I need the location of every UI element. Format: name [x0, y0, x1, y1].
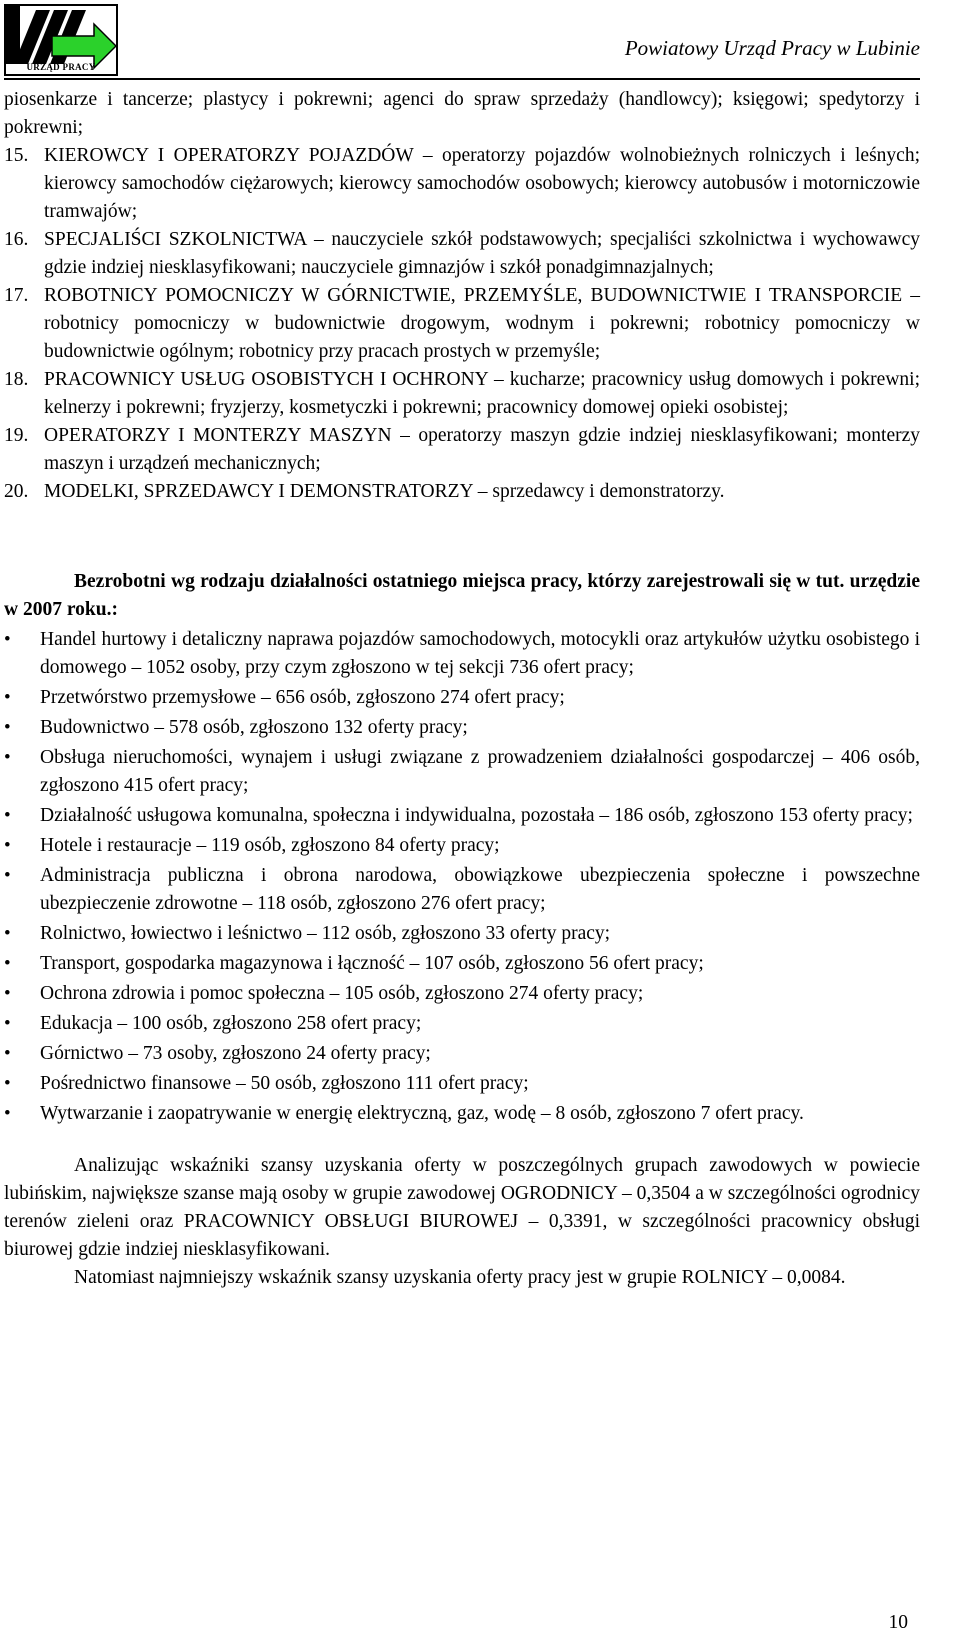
- page-header: [0, 0, 960, 82]
- analysis-paragraph: Analizując wskaźniki szansy uzyskania oferty w poszczególnych grupach zawodowych w powiecie lubińskim, największe szanse mają osoby w grupie zawodowej OGRODNICY – 0,3504 a w szczególności ogrodnicy terenów zieleni oraz PRACOWNICY OBSŁUGI BIUROWEJ – 0,3391, w szczególności pracownicy obsługi biurowej gdzie indziej niesklasyfikowani.: [4, 1155, 920, 1260]
- section-heading: Bezrobotni wg rodzaju działalności ostatniego miejsca pracy, którzy zarejestrowali się w tut. urzędzie w 2007 roku.:: [4, 571, 920, 620]
- bullet-item: [4, 714, 920, 742]
- list-item-number: 18.: [4, 369, 29, 390]
- bullet-icon: •: [4, 805, 11, 826]
- bullet-item: [4, 862, 920, 918]
- list-item-text: ROBOTNICY POMOCNICZY W GÓRNICTWIE, PRZEMYŚLE, BUDOWNICTWIE I TRANSPORCIE – robotnicy pomocniczy w budownictwie drogowym, wodnym i pokrewni; robotnicy pomocniczy w budownictwie ogólnym; robotnicy przy pracach prostych w przemyśle;: [44, 285, 920, 362]
- bullet-text: Pośrednictwo finansowe – 50 osób, zgłoszono 111 ofert pracy;: [40, 1073, 529, 1094]
- bullet-text: Hotele i restauracje – 119 osób, zgłoszono 84 oferty pracy;: [40, 835, 500, 856]
- bullet-item: [4, 1070, 920, 1098]
- bullet-icon: •: [4, 687, 11, 708]
- bullet-text: Działalność usługowa komunalna, społeczna i indywidualna, pozostała – 186 osób, zgłoszono 153 oferty pracy;: [40, 805, 913, 826]
- bullet-text: Transport, gospodarka magazynowa i łączność – 107 osób, zgłoszono 56 ofert pracy;: [40, 953, 704, 974]
- header-divider: [4, 78, 920, 80]
- bullet-icon: •: [4, 629, 11, 650]
- bullet-item: [4, 950, 920, 978]
- bullet-icon: •: [4, 1013, 11, 1034]
- bullet-item: [4, 1100, 920, 1128]
- logo-text: URZĄD PRACY: [26, 62, 96, 72]
- page-number: 10: [888, 1612, 908, 1633]
- list-item-number: 15.: [4, 145, 29, 166]
- list-item: [4, 422, 920, 478]
- list-item-text: SPECJALIŚCI SZKOLNICTWA – nauczyciele szkół podstawowych; specjaliści szkolnictwa i wychowawcy gdzie indziej niesklasyfikowani; nauczyciele gimnazjów i szkół ponadgimnazjalnych;: [44, 229, 920, 278]
- list-item: [4, 282, 920, 366]
- intro-line: piosenkarze i tancerze; plastycy i pokrewni; agenci do spraw sprzedaży (handlowcy); księgowi; spedytorzy i pokrewni;: [4, 89, 920, 138]
- bullet-item: [4, 1010, 920, 1038]
- list-item-number: 19.: [4, 425, 29, 446]
- bullet-text: Górnictwo – 73 osoby, zgłoszono 24 oferty pracy;: [40, 1043, 431, 1064]
- bullet-icon: •: [4, 923, 11, 944]
- bullet-text: Rolnictwo, łowiectwo i leśnictwo – 112 osób, zgłoszono 33 oferty pracy;: [40, 923, 611, 944]
- bullet-text: Edukacja – 100 osób, zgłoszono 258 ofert pracy;: [40, 1013, 422, 1034]
- bullet-item: [4, 1040, 920, 1068]
- list-item: [4, 366, 920, 422]
- bullet-text: Ochrona zdrowia i pomoc społeczna – 105 osób, zgłoszono 274 oferty pracy;: [40, 983, 644, 1004]
- list-item-number: 16.: [4, 229, 29, 250]
- conclusion-paragraph: Natomiast najmniejszy wskaźnik szansy uzyskania oferty pracy jest w grupie ROLNICY – 0,0084.: [74, 1267, 846, 1288]
- bullet-item: [4, 980, 920, 1008]
- bullet-text: Wytwarzanie i zaopatrywanie w energię elektryczną, gaz, wodę – 8 osób, zgłoszono 7 ofert pracy.: [40, 1103, 804, 1124]
- bullet-icon: •: [4, 1103, 11, 1124]
- list-item: [4, 478, 920, 506]
- bullet-item: [4, 802, 920, 830]
- bullet-text: Obsługa nieruchomości, wynajem i usługi związane z prowadzeniem działalności gospodarczej – 406 osób, zgłoszono 415 ofert pracy;: [40, 747, 920, 796]
- list-item-number: 20.: [4, 481, 29, 502]
- bullet-item: [4, 832, 920, 860]
- office-logo: [4, 4, 118, 76]
- bullet-icon: •: [4, 717, 11, 738]
- list-item-text: PRACOWNICY USŁUG OSOBISTYCH I OCHRONY – kucharze; pracownicy usług domowych i pokrewni; kelnerzy i pokrewni; fryzjerzy, kosmetyczki i pokrewni; pracownicy domowej opieki osobistej;: [44, 369, 920, 418]
- document-body: [4, 86, 920, 1292]
- bullet-icon: •: [4, 835, 11, 856]
- bullet-item: [4, 744, 920, 800]
- bullet-item: [4, 626, 920, 682]
- header-title: Powiatowy Urząd Pracy w Lubinie: [624, 36, 920, 60]
- bullet-text: Handel hurtowy i detaliczny naprawa pojazdów samochodowych, motocykli oraz artykułów użytku osobistego i domowego – 1052 osoby, przy czym zgłoszono w tej sekcji 736 ofert pracy;: [40, 629, 920, 678]
- industry-bullet-list: [4, 626, 920, 1128]
- bullet-icon: •: [4, 1073, 11, 1094]
- list-item-number: 17.: [4, 285, 29, 306]
- list-item: [4, 142, 920, 226]
- bullet-item: [4, 684, 920, 712]
- bullet-icon: •: [4, 983, 11, 1004]
- bullet-icon: •: [4, 1043, 11, 1064]
- bullet-text: Przetwórstwo przemysłowe – 656 osób, zgłoszono 274 ofert pracy;: [40, 687, 565, 708]
- bullet-icon: •: [4, 747, 11, 768]
- bullet-item: [4, 920, 920, 948]
- bullet-text: Budownictwo – 578 osób, zgłoszono 132 oferty pracy;: [40, 717, 468, 738]
- list-item-text: MODELKI, SPRZEDAWCY I DEMONSTRATORZY – sprzedawcy i demonstratorzy.: [44, 481, 725, 502]
- list-item: [4, 226, 920, 282]
- list-item-text: KIEROWCY I OPERATORZY POJAZDÓW – operatorzy pojazdów wolnobieżnych rolniczych i leśnych; kierowcy samochodów ciężarowych; kierowcy samochodów osobowych; kierowcy autobusów i motorniczowie tramwajów;: [44, 145, 920, 222]
- bullet-icon: •: [4, 953, 11, 974]
- bullet-text: Administracja publiczna i obrona narodowa, obowiązkowe ubezpieczenia społeczne i powszechne ubezpieczenie zdrowotne – 118 osób, zgłoszono 276 ofert pracy;: [40, 865, 920, 914]
- bullet-icon: •: [4, 865, 11, 886]
- occupation-list: [4, 142, 920, 506]
- list-item-text: OPERATORZY I MONTERZY MASZYN – operatorzy maszyn gdzie indziej niesklasyfikowani; monterzy maszyn i urządzeń mechanicznych;: [44, 425, 920, 474]
